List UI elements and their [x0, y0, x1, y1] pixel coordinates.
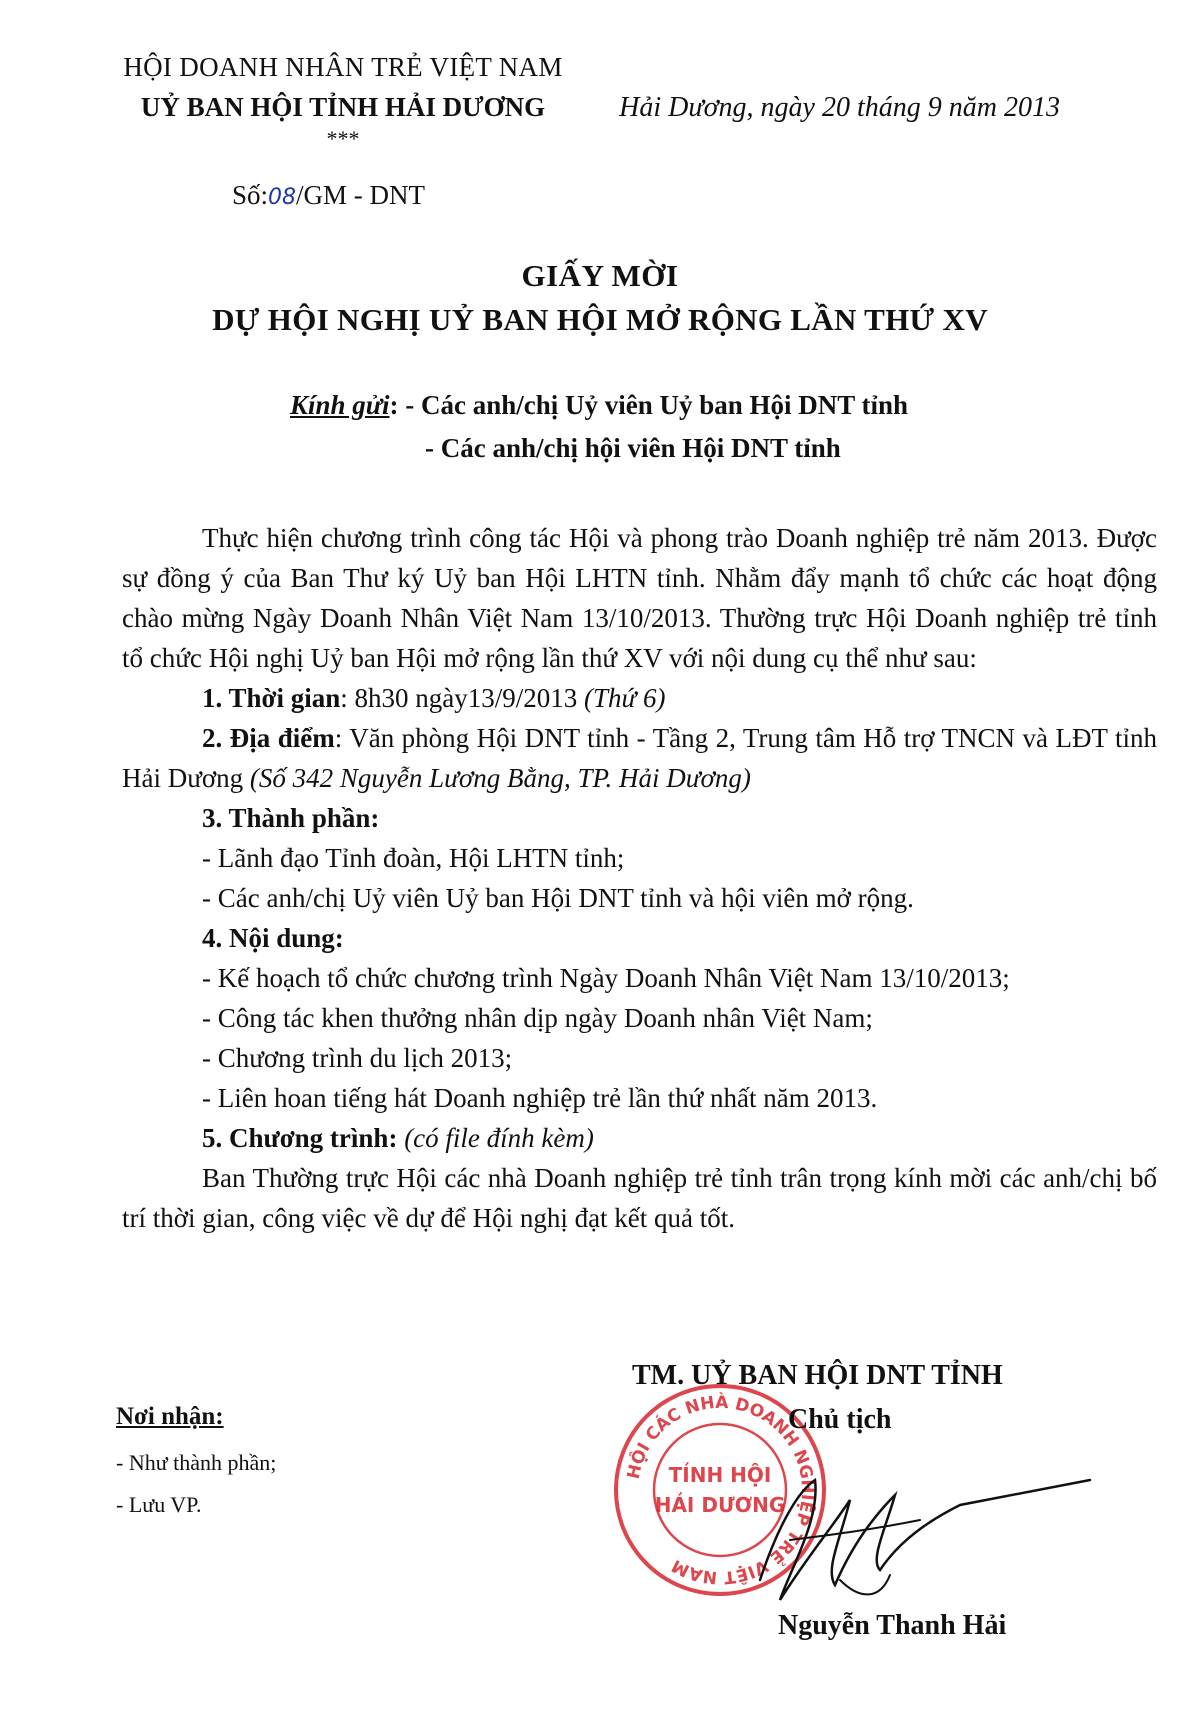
- stamp-center-line-2: HẢI DƯƠNG: [654, 1493, 786, 1517]
- recipients-line-1: [290, 390, 908, 421]
- doc-no-prefix: Số:: [232, 180, 269, 210]
- on-behalf-line: TM. UỶ BAN HỘI DNT TỈNH: [632, 1360, 1003, 1391]
- issue-date: Hải Dương, ngày 20 tháng 9 năm 2013: [619, 92, 1060, 123]
- place-note: (Số 342 Nguyễn Lương Bằng, TP. Hải Dương): [249, 763, 751, 793]
- content-item: - Liên hoan tiếng hát Doanh nghiệp trẻ lần thứ nhất năm 2013.: [202, 1083, 878, 1113]
- place-value: : Văn phòng Hội DNT tỉnh - Tầng 2, Trung tâm Hỗ trợ TNCN và LĐT tỉnh Hải Dương: [122, 723, 1157, 793]
- program-note: (có file đính kèm): [397, 1123, 594, 1153]
- distribution-label: Nơi nhận:: [116, 1403, 224, 1430]
- member-item: - Lãnh đạo Tỉnh đoàn, Hội LHTN tỉnh;: [202, 843, 625, 873]
- member-item: - Các anh/chị Uỷ viên Uỷ ban Hội DNT tỉnh và hội viên mở rộng.: [202, 883, 914, 913]
- place-item: [122, 718, 1157, 798]
- doc-no-handwritten: 08: [268, 185, 297, 210]
- recipient-2: - Các anh/chị hội viên Hội DNT tỉnh: [425, 433, 841, 463]
- distribution-item: - Như thành phần;: [116, 1450, 277, 1475]
- stamp-ring-text: HỘI CÁC NHÀ DOANH NGHIỆP TRẺ VIỆT NAM: [623, 1392, 818, 1588]
- signer-role: Chủ tịch: [788, 1404, 892, 1435]
- program-label: 5. Chương trình:: [202, 1123, 398, 1153]
- handwritten-signature: [720, 1460, 1100, 1610]
- time-note: (Thứ 6): [584, 683, 666, 713]
- closing-paragraph: Ban Thường trực Hội các nhà Doanh nghiệp trẻ tỉnh trân trọng kính mời các anh/chị bố trí thời gian, công việc về dự để Hội nghị đạt kết quả tốt.: [122, 1163, 1157, 1233]
- content-item: - Kế hoạch tổ chức chương trình Ngày Doanh Nhân Việt Nam 13/10/2013;: [202, 963, 1010, 993]
- letter-body: [122, 518, 1157, 1238]
- doc-no-suffix: /GM - DNT: [296, 180, 426, 210]
- time-label: 1. Thời gian: [202, 683, 341, 713]
- issuer-block: [108, 50, 578, 150]
- recipients-label: Kính gửi: [290, 390, 390, 420]
- document-number: [232, 180, 425, 211]
- document-title: GIẤY MỜI: [521, 258, 679, 293]
- time-item: [122, 678, 1157, 718]
- content-label: 4. Nội dung:: [202, 923, 344, 953]
- separator-stars: ***: [326, 126, 360, 151]
- intro-paragraph: Thực hiện chương trình công tác Hội và phong trào Doanh nghiệp trẻ năm 2013. Được sự đồng ý của Ban Thư ký Uỷ ban Hội LHTN tỉnh. Nhằm đẩy mạnh tổ chức các hoạt động chào mừng Ngày Doanh Nhân Việt Nam 13/10/2013. Thường trực Hội Doanh nghiệp trẻ tỉnh tổ chức Hội nghị Uỷ ban Hội mở rộng lần thứ XV với nội dung cụ thể như sau:: [122, 523, 1157, 673]
- recipient-1: : - Các anh/chị Uỷ viên Uỷ ban Hội DNT tỉnh: [389, 390, 909, 420]
- stamp-center-line-1: TỈNH HỘI: [668, 1463, 772, 1487]
- time-value: : 8h30 ngày13/9/2013: [340, 683, 585, 713]
- place-label: 2. Địa điểm: [202, 723, 335, 753]
- members-label: 3. Thành phần:: [202, 803, 380, 833]
- content-item: - Công tác khen thưởng nhân dịp ngày Doanh nhân Việt Nam;: [202, 1003, 873, 1033]
- distribution-item: - Lưu VP.: [116, 1492, 202, 1517]
- content-item: - Chương trình du lịch 2013;: [202, 1043, 513, 1073]
- document-subtitle: DỰ HỘI NGHỊ UỶ BAN HỘI MỞ RỘNG LẦN THỨ XV: [212, 302, 988, 337]
- signer-name: Nguyễn Thanh Hải: [778, 1610, 1007, 1641]
- issuing-committee: UỶ BAN HỘI TỈNH HẢI DƯƠNG: [140, 92, 546, 122]
- program-item: [122, 1118, 1157, 1158]
- parent-organization: HỘI DOANH NHÂN TRẺ VIỆT NAM: [123, 52, 563, 82]
